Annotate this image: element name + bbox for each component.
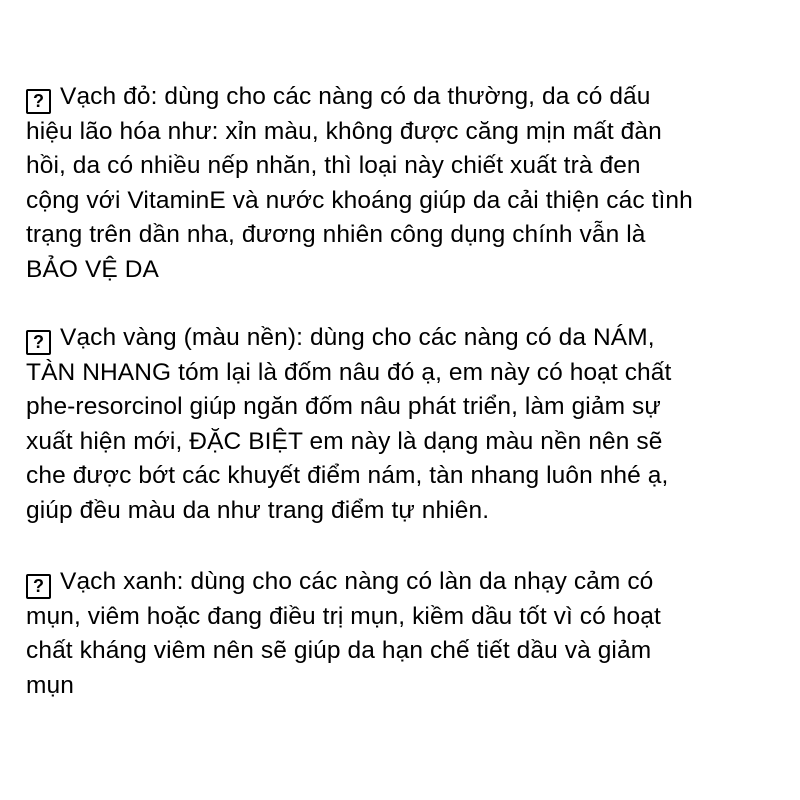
question-box-icon: ? bbox=[26, 574, 51, 599]
text-line: xuất hiện mới, ĐẶC BIỆT em này là dạng màu nền nên sẽ bbox=[26, 427, 663, 455]
paragraph-green-stripe bbox=[26, 565, 786, 703]
text-line: cộng với VitaminE và nước khoáng giúp da cải thiện các tình bbox=[26, 186, 693, 214]
text-line: ? Vạch đỏ: dùng cho các nàng có da thường, da có dấu bbox=[26, 80, 786, 115]
text-line: phe-resorcinol giúp ngăn đốm nâu phát triển, làm giảm sự bbox=[26, 393, 661, 420]
text-line: chất kháng viêm nên sẽ giúp da hạn chế tiết dầu và giảm bbox=[26, 637, 652, 664]
question-box-icon: ? bbox=[26, 89, 51, 114]
text-line: mụn, viêm hoặc đang điều trị mụn, kiềm dầu tốt vì có hoạt bbox=[26, 602, 661, 630]
question-box-icon: ? bbox=[26, 330, 51, 355]
paragraph-yellow-stripe bbox=[26, 321, 786, 528]
text-line: TÀN NHANG tóm lại là đốm nâu đó ạ, em này có hoạt chất bbox=[26, 358, 672, 386]
text-line: ? Vạch xanh: dùng cho các nàng có làn da nhạy cảm có bbox=[26, 565, 786, 600]
text-line: ? Vạch vàng (màu nền): dùng cho các nàng có da NÁM, bbox=[26, 321, 786, 356]
text-line: BẢO VỆ DA bbox=[26, 255, 159, 283]
text-line: hồi, da có nhiều nếp nhăn, thì loại này chiết xuất trà đen bbox=[26, 152, 641, 179]
paragraph-red-stripe bbox=[26, 80, 786, 287]
text-line: hiệu lão hóa như: xỉn màu, không được căng mịn mất đàn bbox=[26, 117, 662, 145]
text-line: mụn bbox=[26, 671, 74, 699]
text-line: giúp đều màu da như trang điểm tự nhiên. bbox=[26, 496, 490, 524]
text-line: trạng trên dần nha, đương nhiên công dụng chính vẫn là bbox=[26, 221, 646, 248]
text-line: che được bớt các khuyết điểm nám, tàn nhang luôn nhé ạ, bbox=[26, 462, 669, 489]
